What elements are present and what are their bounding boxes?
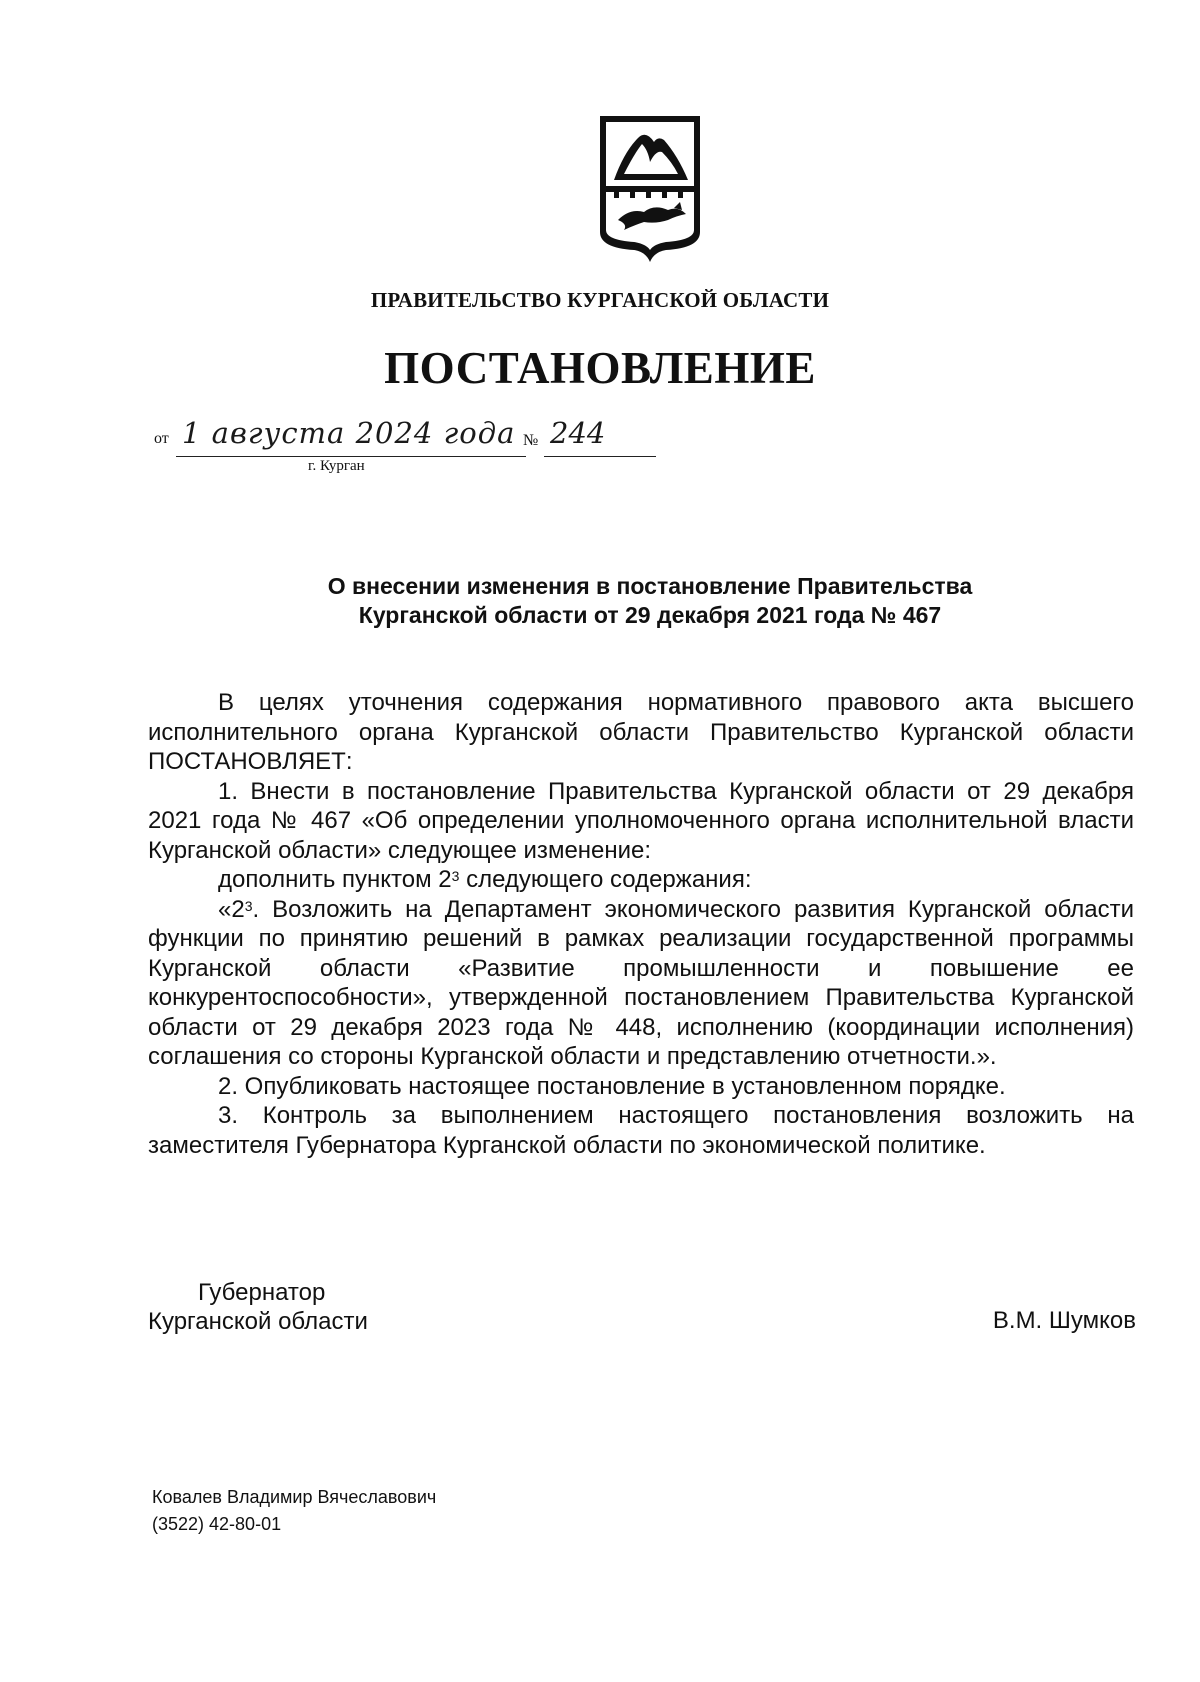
supplement-superscript: 3 — [451, 868, 460, 884]
body-paragraph-supplement — [148, 865, 1134, 895]
handwritten-number: 244 — [550, 416, 606, 450]
organization-name: ПРАВИТЕЛЬСТВО КУРГАНСКОЙ ОБЛАСТИ — [370, 288, 830, 312]
subject-line-2: Курганской области от 29 декабря 2021 года № 467 — [358, 602, 942, 628]
subject-line-1: О внесении изменения в постановление Правительства — [327, 573, 973, 599]
date-prefix: от — [154, 430, 169, 447]
document-dateline — [154, 416, 674, 474]
supplement-text-after: следующего содержания: — [459, 866, 752, 893]
clause-text: . Возложить на Департамент экономического развития Курганской области функции по принятию решений в рамках реализации государственной программы Курганской области «Развитие промышленности и повышение ее конкурентоспособности», утвержденной постановлением Правительства Курганской области от 29 декабря 2023 года № 448, исполнению (координации исполнения) соглашения со стороны Курганской области и представлению отчетности.». — [148, 895, 1134, 1070]
clause-superscript: 3 — [244, 897, 253, 914]
signatory-name: В.М. Шумков — [992, 1307, 1136, 1334]
date-underline — [176, 456, 526, 457]
coat-of-arms-emblem — [594, 112, 706, 264]
executor-name: Ковалев Владимир Вячеславович — [152, 1487, 437, 1507]
body-paragraph-preamble: В целях уточнения содержания нормативного правового акта высшего исполнительного органа Курганской области Правительство Курганской области ПОСТАНОВЛЯЕТ: — [148, 689, 1134, 775]
number-underline — [544, 456, 656, 457]
body-paragraph-item-1: 1. Внести в постановление Правительства Курганской области от 29 декабря 2021 года № 467 «Об определении уполномоченного органа исполнительной власти Курганской области» следующее изменение: — [148, 777, 1134, 864]
signatory-position-line-2: Курганской области — [148, 1308, 368, 1335]
body-paragraph-item-2: 2. Опубликовать настоящее постановление в установленном порядке. — [218, 1072, 1006, 1100]
number-sign: № — [523, 432, 539, 449]
executor-info — [152, 1484, 436, 1538]
handwritten-date: 1 августа 2024 года — [182, 416, 516, 450]
signatory-position — [148, 1278, 368, 1336]
supplement-text-before: дополнить пунктом 2 — [218, 866, 452, 893]
document-body — [148, 688, 1134, 1160]
document-type-title: ПОСТАНОВЛЕНИЕ — [384, 343, 816, 393]
signatory-position-line-1: Губернатор — [198, 1279, 326, 1306]
document-subject — [0, 572, 1200, 630]
executor-phone: (3522) 42-80-01 — [152, 1514, 282, 1534]
city-label: г. Курган — [308, 458, 365, 474]
body-paragraph-item-3: 3. Контроль за выполнением настоящего постановления возложить на заместителя Губернатора Курганской области по экономической политике. — [148, 1102, 1134, 1159]
body-paragraph-new-clause — [148, 895, 1134, 1072]
clause-open: «2 — [218, 895, 245, 923]
